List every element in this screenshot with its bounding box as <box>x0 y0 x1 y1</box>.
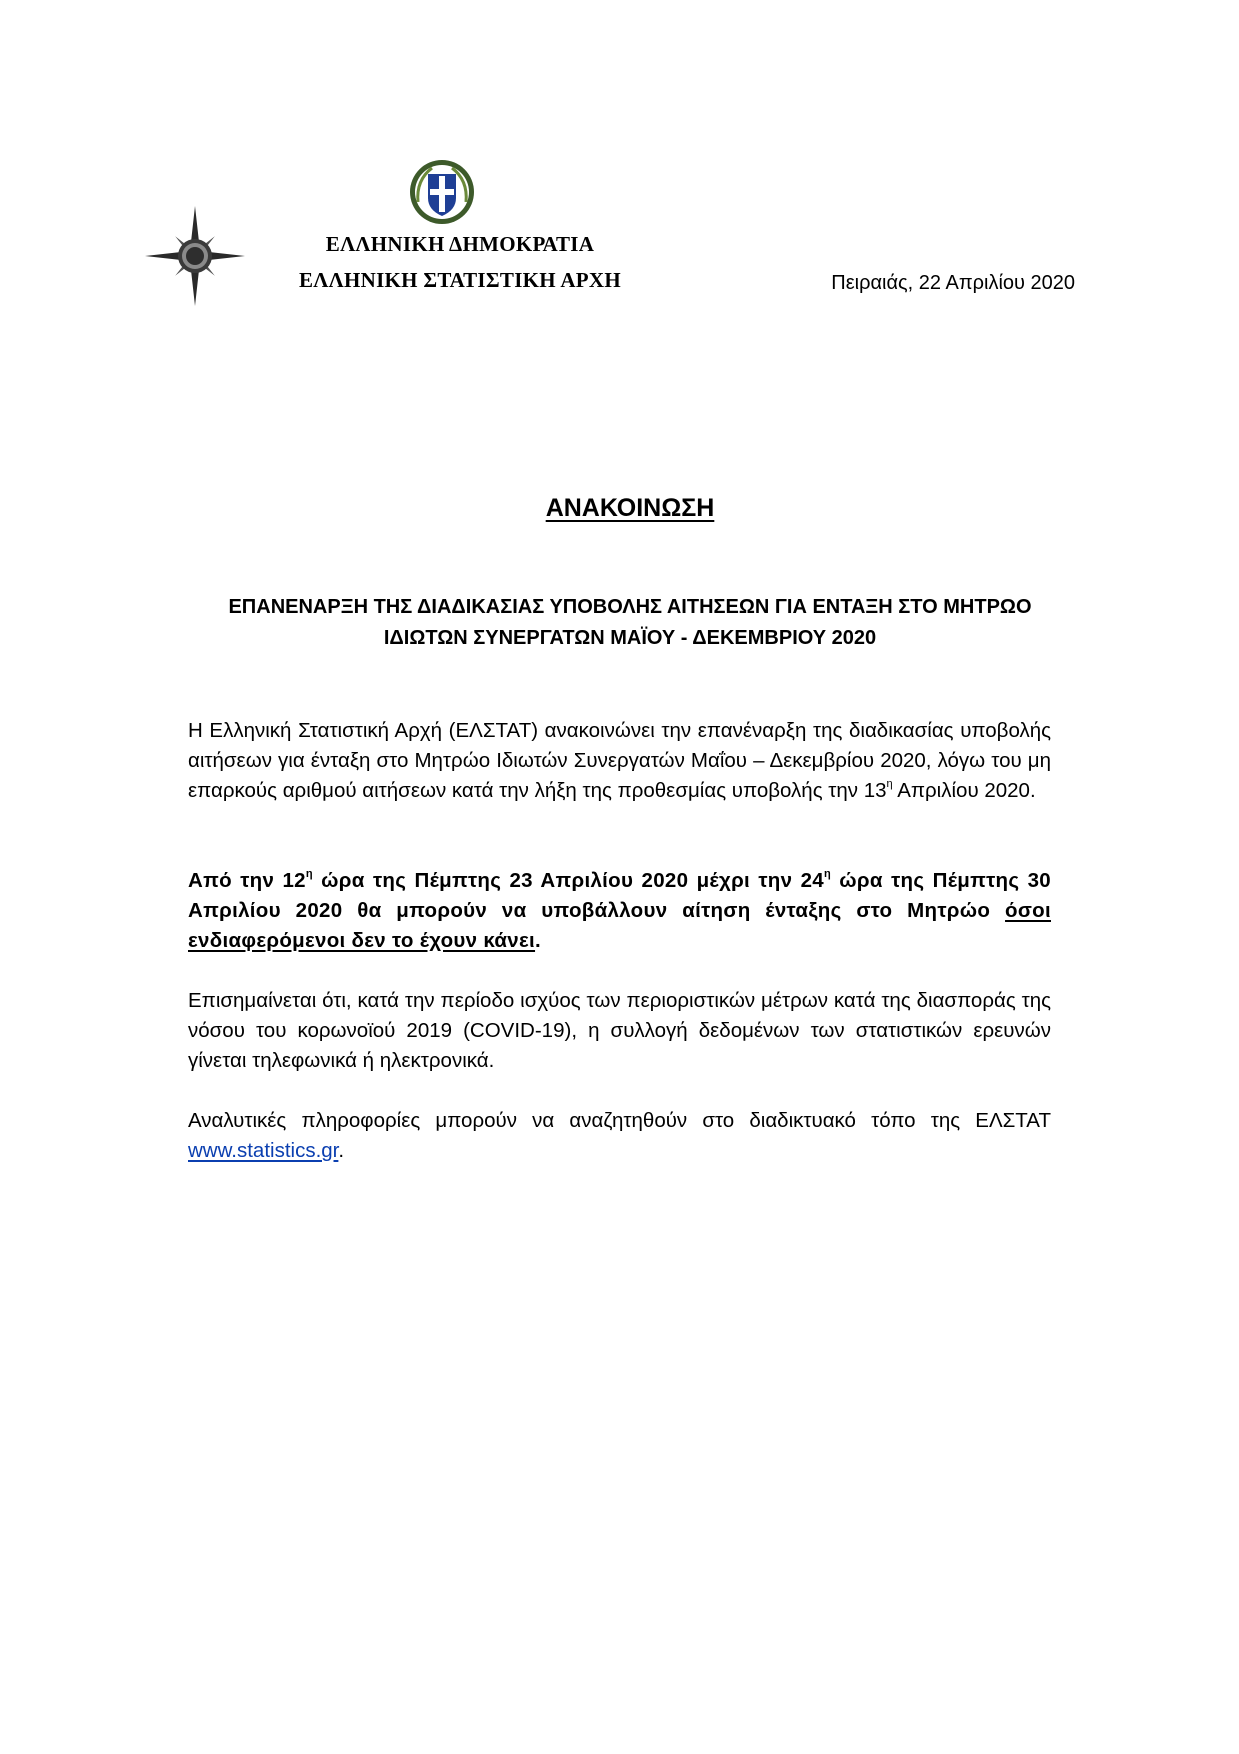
paragraph-1-tail: Απριλίου 2020. <box>892 779 1036 802</box>
paragraph-4-end: . <box>338 1139 345 1162</box>
header-line-1: ΕΛΛΗΝΙΚΗ ΔΗΜΟΚΡΑΤΙΑ <box>325 232 595 256</box>
place-date: Πειραιάς, 22 Απριλίου 2020 <box>831 272 1075 294</box>
announcement-subtitle <box>190 592 1070 654</box>
paragraph-1 <box>188 716 1051 806</box>
subtitle-line-2: ΙΔΙΩΤΩΝ ΣΥΝΕΡΓΑΤΩΝ ΜΑΪΟΥ - ΔΕΚΕΜΒΡΙΟΥ 2020 <box>383 627 877 649</box>
paragraph-4 <box>188 1106 1051 1166</box>
announcement-title: ΑΝΑΚΟΙΝΩΣΗ <box>545 494 715 522</box>
paragraph-2-part-1: Από την 12 <box>188 869 306 892</box>
paragraph-2-part-2: ώρα της Πέμπτης 23 Απριλίου 2020 μέχρι την 24 <box>312 869 824 892</box>
paragraph-2-sup-2: η <box>823 868 832 881</box>
greek-coat-of-arms-icon <box>408 158 476 226</box>
elstat-compass-star-icon <box>145 206 245 306</box>
header-line-2: ΕΛΛΗΝΙΚΗ ΣΤΑΤΙΣΤΙΚΗ ΑΡΧΗ <box>298 268 622 292</box>
paragraph-2-end: . <box>535 929 542 952</box>
statistics-website-link[interactable]: www.statistics.gr <box>188 1139 339 1162</box>
paragraph-2 <box>188 866 1051 956</box>
paragraph-2-sup-1: η <box>305 868 313 881</box>
paragraph-2-underlined: όσοι ενδιαφερόμενοι δεν το έχουν κάνει <box>188 899 1051 952</box>
paragraph-3: Επισημαίνεται ότι, κατά την περίοδο ισχύος των περιοριστικών μέτρων κατά της διασποράς της νόσου του κορωνοϊού 2019 (COVID-19), η συλλογή δεδομένων των στατιστικών ερευνών γίνεται τηλεφωνικά ή ηλεκτρονικά. <box>188 989 1051 1072</box>
subtitle-line-1: ΕΠΑΝΕΝΑΡΞΗ ΤΗΣ ΔΙΑΔΙΚΑΣΙΑΣ ΥΠΟΒΟΛΗΣ ΑΙΤΗΣΕΩΝ ΓΙΑ ΕΝΤΑΞΗ ΣΤΟ ΜΗΤΡΩΟ <box>228 596 1032 618</box>
paragraph-4-text: Αναλυτικές πληροφορίες μπορούν να αναζητηθούν στο διαδικτυακό τόπο της ΕΛΣΤΑΤ <box>188 1109 1051 1132</box>
paragraph-1-sup: η <box>886 778 893 791</box>
paragraph-2-part-3: ώρα της Πέμπτης 30 Απριλίου 2020 θα μπορούν να υποβάλλουν αίτηση ένταξης στο Μητρώο <box>188 869 1051 922</box>
paragraph-1-text: Η Ελληνική Στατιστική Αρχή (ΕΛΣΤΑΤ) ανακοινώνει την επανέναρξη της διαδικασίας υποβολής αιτήσεων για ένταξη στο Μητρώο Ιδιωτών Συνεργατών Μαΐου – Δεκεμβρίου 2020, λόγω του μη επαρκούς αριθμού αιτήσεων κατά την λήξη της προθεσμίας υποβολής την 13 <box>188 719 1051 802</box>
